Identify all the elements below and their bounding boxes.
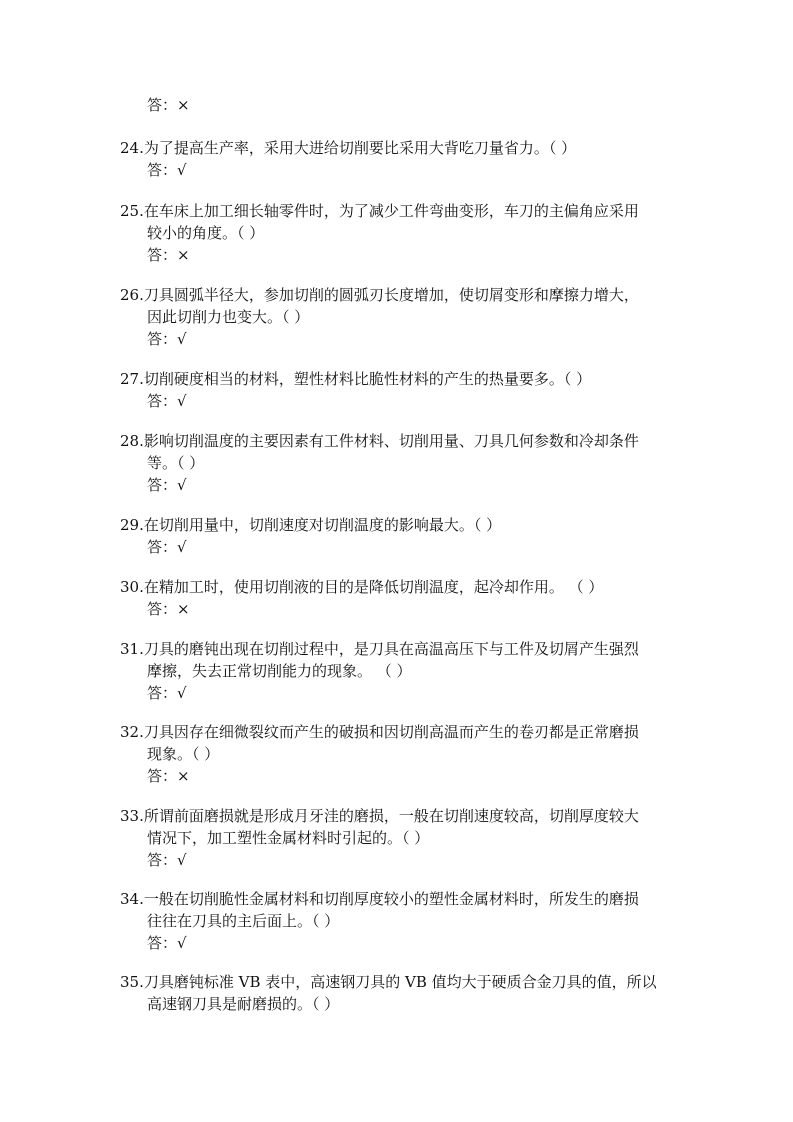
answer-text: 答：√ <box>147 161 187 179</box>
question-text: 30.在精加工时，使用切削液的目的是降低切削温度，起冷却作用。 （ ） <box>120 578 604 596</box>
question-item <box>120 430 680 496</box>
answer-text: 答：√ <box>147 851 187 869</box>
question-item <box>120 721 680 787</box>
question-text: 29.在切削用量中，切削速度对切削温度的影响最大。（ ） <box>120 516 502 534</box>
question-item <box>120 638 680 704</box>
question-text: 24.为了提高生产率，采用大进给切削要比采用大背吃刀量省力。（ ） <box>120 139 577 157</box>
question-text: 27.切削硬度相当的材料，塑性材料比脆性材料的产生的热量要多。（ ） <box>120 370 592 388</box>
question-item <box>120 284 680 350</box>
answer-text: 答：× <box>147 96 190 114</box>
answer-text: 答：√ <box>147 392 187 410</box>
question-text: 34.一般在切削脆性金属材料和切削厚度较小的塑性金属材料时，所发生的磨损 <box>120 890 639 908</box>
question-text-continued: 等。（ ） <box>147 454 205 472</box>
question-text-continued: 高速钢刀具是耐磨损的。（ ） <box>147 995 340 1013</box>
question-item <box>120 368 680 412</box>
answer-text: 答：× <box>147 246 190 264</box>
answer-text: 答：× <box>147 767 190 785</box>
question-text: 31.刀具的磨钝出现在切削过程中，是刀具在高温高压下与工件及切屑产生强烈 <box>120 640 639 658</box>
question-text: 25.在车床上加工细长轴零件时，为了减少工件弯曲变形，车刀的主偏角应采用 <box>120 202 639 220</box>
answer-text: 答：√ <box>147 684 187 702</box>
answer-text: 答：√ <box>147 538 187 556</box>
question-text-continued: 因此切削力也变大。（ ） <box>147 308 310 326</box>
question-text: 35.刀具磨钝标准 VB 表中，高速钢刀具的 VB 值均大于硬质合金刀具的值，所以 <box>120 973 657 991</box>
question-text-continued: 较小的角度。（ ） <box>147 224 265 242</box>
question-text: 32.刀具因存在细微裂纹而产生的破损和因切削高温而产生的卷刃都是正常磨损 <box>120 723 639 741</box>
question-item <box>120 576 680 620</box>
question-text-continued: 摩擦，失去正常切削能力的现象。 （ ） <box>147 662 412 680</box>
question-item <box>120 137 680 181</box>
question-text: 26.刀具圆弧半径大，参加切削的圆弧刃长度增加，使切屑变形和摩擦力增大， <box>120 286 639 304</box>
question-text-continued: 往往在刀具的主后面上。（ ） <box>147 912 340 930</box>
question-item <box>120 805 680 871</box>
question-text-continued: 情况下，加工塑性金属材料时引起的。（ ） <box>147 829 430 847</box>
question-item <box>120 514 680 558</box>
question-item <box>120 971 680 1015</box>
question-item <box>120 888 680 954</box>
question-text: 33.所谓前面磨损就是形成月牙洼的磨损，一般在切削速度较高，切削厚度较大 <box>120 807 639 825</box>
question-item <box>120 200 680 266</box>
answer-text: 答：√ <box>147 476 187 494</box>
answer-text: 答：× <box>147 600 190 618</box>
question-text: 28.影响切削温度的主要因素有工件材料、切削用量、刀具几何参数和冷却条件 <box>120 432 639 450</box>
question-text-continued: 现象。（ ） <box>147 745 220 763</box>
answer-text: 答：√ <box>147 934 187 952</box>
answer-text: 答：√ <box>147 330 187 348</box>
